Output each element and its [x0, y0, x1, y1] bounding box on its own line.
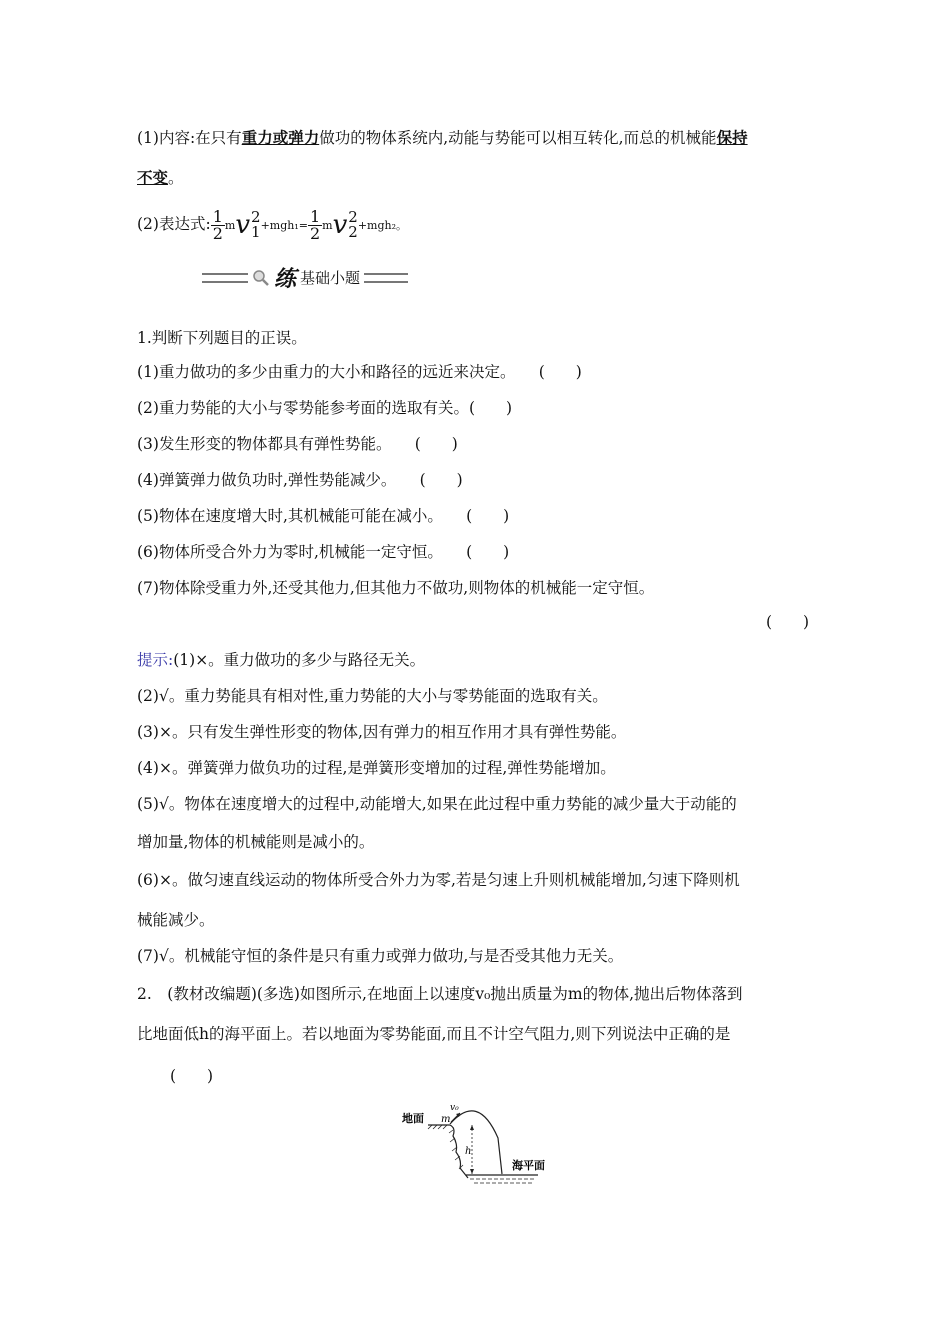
q1-item: (4)弹簧弹力做负功时,弹性势能减少。 ( ) — [137, 471, 463, 489]
hint-line: (5)√。物体在速度增大的过程中,动能增大,如果在此过程中重力势能的减少量大于动能的 — [137, 795, 737, 813]
expr-label: (2)表达式: — [137, 215, 211, 233]
hint-line: 增加量,物体的机械能则是减小的。 — [137, 833, 375, 851]
sea-label: 海平面 — [512, 1159, 545, 1172]
sup-sub: 2 1 — [251, 208, 261, 241]
key-term: 不变 — [137, 168, 169, 187]
hint-line: (6)×。做匀速直线运动的物体所受合外力为零,若是匀速上升则机械能增加,匀速下降则机 — [137, 871, 740, 889]
mass-label: m — [441, 1114, 451, 1125]
q1-item: (3)发生形变的物体都具有弹性势能。 ( ) — [137, 435, 458, 453]
text: (1)内容:在只有 — [137, 129, 242, 147]
hint-line: 械能减少。 — [137, 911, 215, 929]
text: 做功的物体系统内,动能与势能可以相互转化,而总的机械能 — [319, 129, 717, 147]
cliff-figure — [398, 1098, 558, 1190]
sup-sub: 2 2 — [348, 208, 358, 241]
text: 。 — [168, 169, 184, 187]
mass-symbol: m — [224, 219, 236, 232]
hint-line: (4)×。弹簧弹力做负功的过程,是弹簧形变增加的过程,弹性势能增加。 — [137, 759, 616, 777]
key-term: 重力或弹力 — [241, 128, 320, 147]
law-content-line1 — [137, 128, 748, 148]
fraction: $\frac{1}{2}$ — [309, 206, 321, 243]
practice-char: 练 — [274, 266, 297, 292]
divider — [202, 273, 248, 283]
hint-line: (7)√。机械能守恒的条件是只有重力或弹力做功,与是否受其他力无关。 — [137, 947, 624, 965]
q1-item: (5)物体在速度增大时,其机械能可能在减小。 ( ) — [137, 507, 510, 525]
fraction: $\frac{1}{2}$ — [212, 206, 223, 243]
velocity-label: v₀ — [450, 1103, 459, 1113]
q1-item7-bracket: ( ) — [766, 613, 810, 631]
hint-label: 提示: — [137, 651, 174, 669]
q1-item: (7)物体除受重力外,还受其他力,但其他力不做功,则物体的机械能一定守恒。 — [137, 579, 655, 597]
section-banner — [202, 262, 408, 293]
q1-item: (1)重力做功的多少由重力的大小和路径的远近来决定。 ( ) — [137, 363, 582, 381]
velocity-symbol: v — [235, 210, 251, 240]
hint-line: (3)×。只有发生弹性形变的物体,因有弹力的相互作用才具有弹性势能。 — [137, 723, 627, 741]
term: +mgh₂。 — [357, 219, 408, 232]
ground-label: 地面 — [402, 1112, 424, 1125]
magnifier-icon — [252, 269, 270, 287]
q1-title: 1.判断下列题目的正误。 — [137, 329, 307, 347]
height-label: h — [465, 1146, 472, 1157]
law-content-line2 — [137, 168, 184, 188]
hint-line — [137, 650, 425, 670]
velocity-symbol: v — [332, 210, 348, 240]
q2-bracket: ( ) — [170, 1067, 214, 1085]
banner-text: 基础小题 — [300, 269, 361, 287]
q1-item: (2)重力势能的大小与零势能参考面的选取有关。( ) — [137, 399, 513, 417]
law-expression — [137, 204, 407, 248]
q1-item: (6)物体所受合外力为零时,机械能一定守恒。 ( ) — [137, 543, 510, 561]
q2-line: 比地面低h的海平面上。若以地面为零势能面,而且不计空气阻力,则下列说法中正确的是 — [137, 1025, 731, 1043]
hint-text: (1)×。重力做功的多少与路径无关。 — [173, 651, 426, 669]
hint-line: (2)√。重力势能具有相对性,重力势能的大小与零势能面的选取有关。 — [137, 687, 608, 705]
key-term: 保持 — [716, 128, 748, 147]
term: +mgh₁= — [260, 219, 308, 232]
mass-symbol: m — [322, 219, 333, 232]
divider — [364, 273, 408, 283]
q2-line: 2. (教材改编题)(多选)如图所示,在地面上以速度v₀抛出质量为m的物体,抛出后物体落到 — [137, 985, 743, 1003]
